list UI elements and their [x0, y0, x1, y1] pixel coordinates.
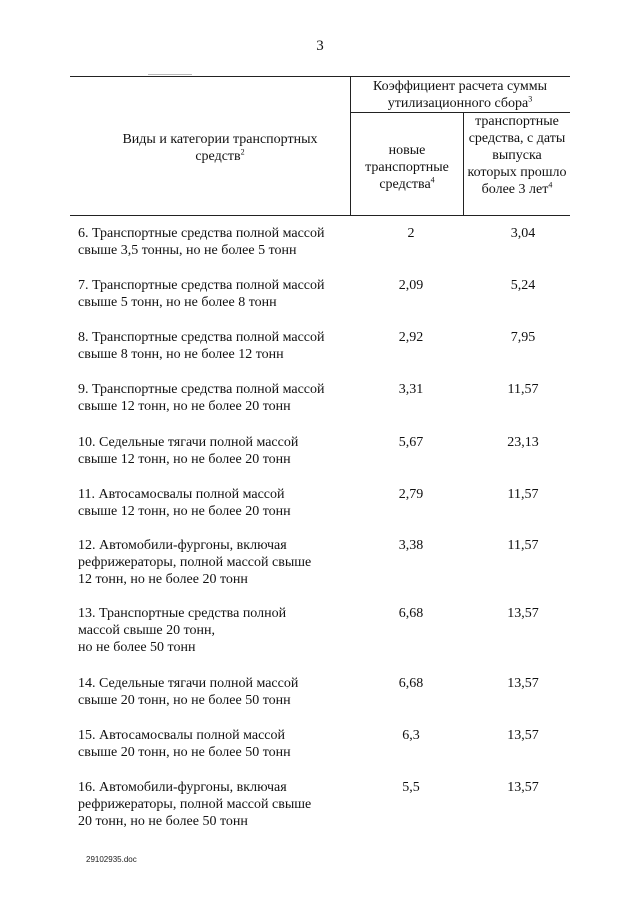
footer-file-name: 29102935.doc	[86, 855, 137, 864]
page-number: 3	[316, 38, 324, 54]
categories-note: 2	[240, 147, 245, 157]
row-value-new: 6,3	[402, 728, 420, 743]
row-value-old: 23,13	[507, 435, 539, 450]
row-value-new: 2	[407, 226, 415, 241]
col-new-label: новые транспортные средства	[365, 143, 449, 192]
row-value-new: 2,79	[398, 487, 424, 502]
coefficient-header	[360, 78, 560, 112]
row-name: 9. Транспортные средства полной массой свыше 12 тонн, но не более 20 тонн	[78, 382, 325, 414]
header-bottom-rule	[70, 215, 570, 216]
row-value-old: 3,04	[510, 226, 536, 241]
column-divider-1	[350, 76, 351, 215]
row-value-old: 11,57	[507, 487, 539, 502]
row-name: 14. Седельные тягачи полной массой свыше 20 тонн, но не более 50 тонн	[78, 676, 299, 708]
row-name: 15. Автосамосвалы полной массой свыше 20 тонн, но не более 50 тонн	[78, 728, 291, 760]
row-name: 7. Транспортные средства полной массой свыше 5 тонн, но не более 8 тонн	[78, 278, 325, 310]
categories-header	[120, 131, 320, 165]
row-value-old: 13,57	[507, 780, 539, 795]
row-value-new: 5,67	[398, 435, 424, 450]
row-name: 12. Автомобили-фургоны, включая рефрижераторы, полной массой свыше 12 тонн, но не более 20 тонн	[78, 538, 312, 587]
row-value-new: 3,31	[398, 382, 424, 397]
row-value-old: 13,57	[507, 728, 539, 743]
row-value-new: 2,92	[398, 330, 424, 345]
row-value-old: 13,57	[507, 606, 539, 621]
row-name: 16. Автомобили-фургоны, включая рефрижераторы, полной массой свыше 20 тонн, но не более 50 тонн	[78, 780, 312, 829]
row-name: 11. Автосамосвалы полной массой свыше 12 тонн, но не более 20 тонн	[78, 487, 291, 519]
row-name: 10. Седельные тягачи полной массой свыше 12 тонн, но не более 20 тонн	[78, 435, 299, 467]
table-top-rule	[70, 76, 570, 77]
row-value-new: 5,5	[402, 780, 420, 795]
coefficient-note: 3	[528, 94, 533, 104]
row-value-new: 3,38	[398, 538, 424, 553]
row-value-old: 5,24	[510, 278, 536, 293]
col-old-label: транспортные средства, с даты выпуска которых прошло более 3 лет	[467, 114, 567, 197]
row-value-old: 11,57	[507, 538, 539, 553]
row-value-old: 13,57	[507, 676, 539, 691]
row-value-new: 6,68	[398, 606, 424, 621]
col-old-header	[466, 113, 568, 198]
row-name: 6. Транспортные средства полной массой свыше 3,5 тонны, но не более 5 тонн	[78, 226, 325, 258]
row-value-new: 2,09	[398, 278, 424, 293]
column-divider-2	[463, 112, 464, 215]
row-name: 8. Транспортные средства полной массой свыше 8 тонн, но не более 12 тонн	[78, 330, 325, 362]
col-new-header	[354, 142, 460, 193]
col-old-note: 4	[548, 180, 553, 190]
col-new-note: 4	[430, 175, 435, 185]
coefficient-title: Коэффициент расчета суммы утилизационного сбора	[373, 79, 547, 111]
row-value-old: 11,57	[507, 382, 539, 397]
scan-mark	[148, 74, 192, 75]
row-name: 13. Транспортные средства полной массой свыше 20 тонн, но не более 50 тонн	[78, 606, 287, 655]
row-value-old: 7,95	[510, 330, 536, 345]
row-value-new: 6,68	[398, 676, 424, 691]
categories-title: Виды и категории транспортных средств	[122, 132, 318, 164]
